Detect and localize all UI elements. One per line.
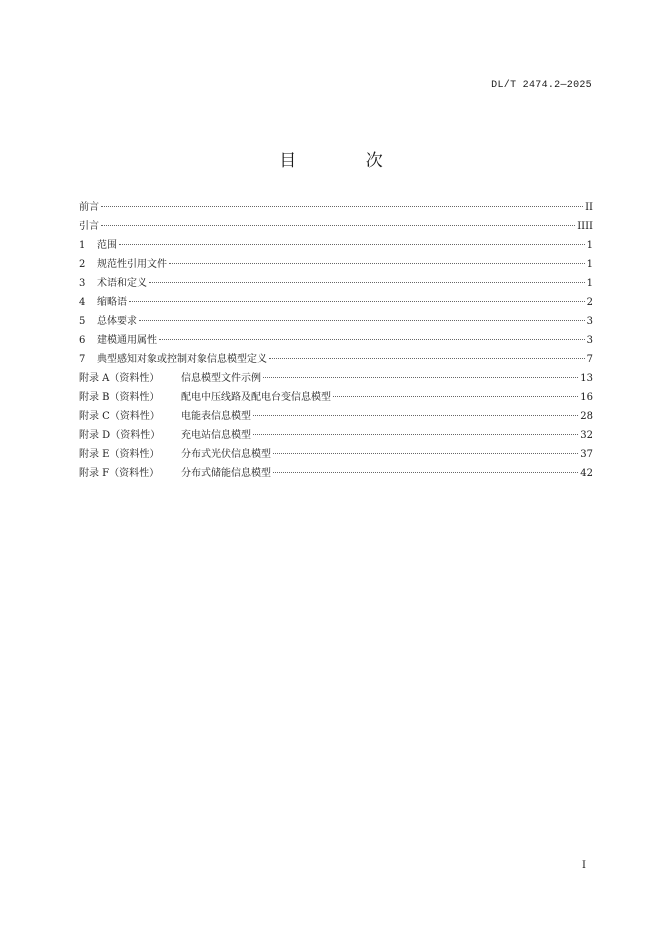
toc-entry-page: 37 (580, 449, 593, 460)
dot-leader (253, 415, 578, 416)
dot-leader (119, 244, 585, 245)
toc-entry-label: 建模通用属性 (97, 335, 157, 346)
dot-leader (101, 225, 575, 226)
toc-entry-foreword[interactable] (79, 198, 593, 217)
toc-entry-page: 2 (586, 297, 593, 308)
dot-leader (253, 434, 578, 435)
document-code: DL/T 2474.2—2025 (491, 80, 592, 91)
section-number: 1 (79, 240, 86, 251)
toc-entry-section-1[interactable] (79, 236, 593, 255)
page-number: I (582, 860, 586, 871)
section-number: 5 (79, 316, 86, 327)
appendix-prefix: 附录 D（资料性） (79, 430, 161, 441)
toc-entry-page: 16 (580, 392, 593, 403)
appendix-prefix: 附录 B（资料性） (79, 392, 160, 403)
dot-leader (149, 282, 585, 283)
toc-entry-appendix-e[interactable] (79, 445, 593, 464)
appendix-prefix: 附录 A（资料性） (79, 373, 160, 384)
toc-entry-page: 7 (586, 354, 593, 365)
section-number: 7 (79, 354, 86, 365)
toc-entry-page: 32 (580, 430, 593, 441)
dot-leader (169, 263, 585, 264)
toc-entry-label: 总体要求 (97, 316, 137, 327)
toc-entry-label: 术语和定义 (97, 278, 147, 289)
toc-entry-appendix-d[interactable] (79, 426, 593, 445)
toc-entry-section-5[interactable] (79, 312, 593, 331)
toc-entry-page: 13 (580, 373, 593, 384)
section-number: 4 (79, 297, 86, 308)
toc-entry-label: 配电中压线路及配电台变信息模型 (181, 392, 331, 403)
toc-entry-page: 1 (586, 278, 593, 289)
toc-entry-page: 28 (580, 411, 593, 422)
dot-leader (159, 339, 585, 340)
toc-entry-label: 分布式储能信息模型 (181, 468, 271, 479)
toc-entry-page: II (585, 202, 593, 213)
toc-entry-page: 42 (580, 468, 593, 479)
dot-leader (269, 358, 585, 359)
toc-entry-label: 充电站信息模型 (181, 430, 251, 441)
toc-entry-page: 3 (586, 316, 593, 327)
toc-entry-label: 范围 (97, 240, 117, 251)
toc-entry-page: 1 (586, 259, 593, 270)
dot-leader (129, 301, 585, 302)
toc-entry-label: 电能表信息模型 (181, 411, 251, 422)
appendix-prefix: 附录 F（资料性） (79, 468, 160, 479)
dot-leader (263, 377, 578, 378)
dot-leader (333, 396, 578, 397)
toc-entry-label: 缩略语 (97, 297, 127, 308)
appendix-prefix: 附录 E（资料性） (79, 449, 160, 460)
appendix-prefix: 附录 C（资料性） (79, 411, 160, 422)
section-number: 3 (79, 278, 86, 289)
toc-entry-section-3[interactable] (79, 274, 593, 293)
toc-entry-label: 信息模型文件示例 (181, 373, 261, 384)
toc-title: 目 次 (279, 151, 415, 171)
toc-entry-label: 规范性引用文件 (97, 259, 167, 270)
section-number: 2 (79, 259, 86, 270)
toc-entry-label: 典型感知对象或控制对象信息模型定义 (97, 354, 267, 365)
toc-entry-label: 分布式光伏信息模型 (181, 449, 271, 460)
toc-entry-appendix-a[interactable] (79, 369, 593, 388)
dot-leader (273, 453, 578, 454)
toc-entry-page: 3 (586, 335, 593, 346)
toc-entry-introduction[interactable] (79, 217, 593, 236)
toc-entry-label: 引言 (79, 221, 99, 232)
dot-leader (139, 320, 585, 321)
toc-entry-section-4[interactable] (79, 293, 593, 312)
toc-entry-label: 前言 (79, 202, 99, 213)
section-number: 6 (79, 335, 86, 346)
toc-entry-section-2[interactable] (79, 255, 593, 274)
dot-leader (101, 206, 583, 207)
toc-entry-appendix-c[interactable] (79, 407, 593, 426)
toc-entry-appendix-b[interactable] (79, 388, 593, 407)
toc-entry-page: 1 (586, 240, 593, 251)
table-of-contents (79, 198, 593, 483)
dot-leader (273, 472, 578, 473)
toc-entry-appendix-f[interactable] (79, 464, 593, 483)
toc-entry-section-6[interactable] (79, 331, 593, 350)
toc-entry-page: IIII (577, 221, 593, 232)
toc-entry-section-7[interactable] (79, 350, 593, 369)
